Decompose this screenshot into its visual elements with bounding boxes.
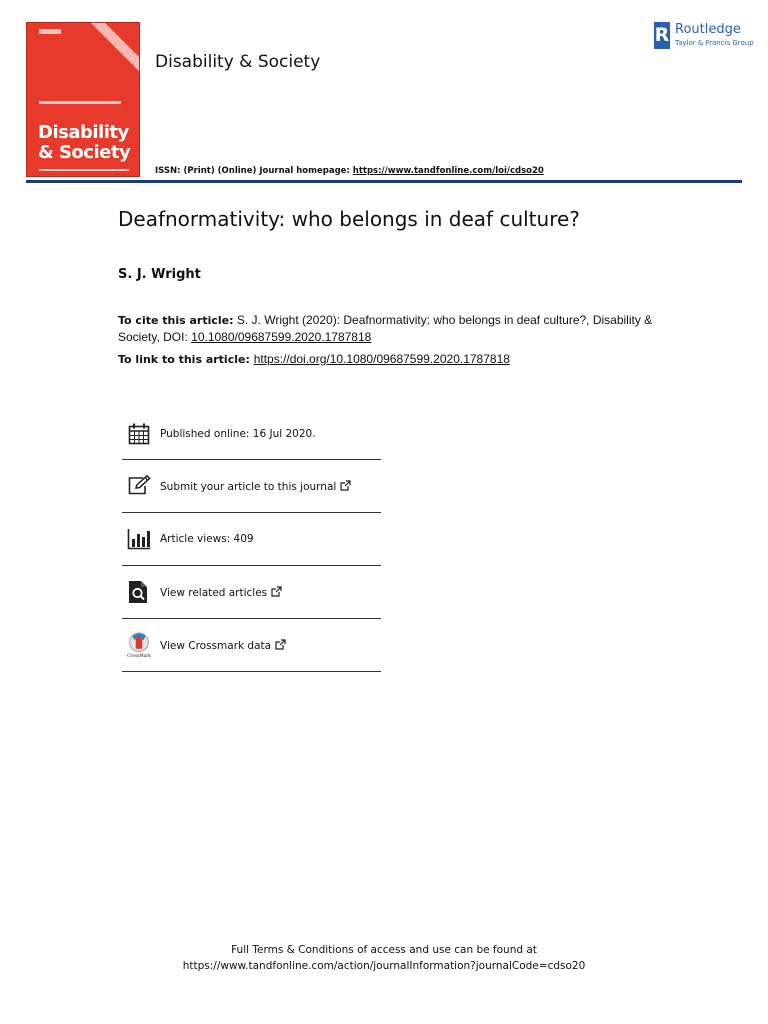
article-views-item [122, 513, 381, 566]
journal-cover [26, 22, 140, 177]
journal-homepage-link[interactable]: https://www.tandfonline.com/loi/cdso20 [352, 166, 544, 176]
submit-article-link[interactable] [160, 480, 351, 493]
document-search-icon [126, 579, 152, 605]
routledge-logo-icon: R [654, 22, 670, 49]
article-link-line [118, 352, 510, 366]
published-online-text: Published online: 16 Jul 2020. [160, 427, 316, 440]
citation-doi-link[interactable]: 10.1080/09687599.2020.1787818 [191, 330, 372, 344]
terms-footer-link[interactable]: https://www.tandfonline.com/action/journalInformation?journalCode=cdso20 [182, 960, 586, 972]
crossmark-text: View Crossmark data [160, 639, 272, 652]
issn-line [155, 166, 544, 176]
issn-label: ISSN: (Print) (Online) Journal homepage: [155, 166, 353, 176]
published-online-item [122, 408, 381, 460]
related-articles-link[interactable] [160, 586, 282, 599]
citation-text: S. J. Wright (2020): Deafnormativity: who belongs in deaf culture?, Disability & Society, DOI: [118, 313, 653, 344]
cover-title: Disability & Society [38, 122, 131, 163]
external-link-icon [340, 480, 351, 491]
article-title: Deafnormativity: who belongs in deaf culture? [118, 207, 580, 231]
article-doi-link[interactable]: https://doi.org/10.1080/09687599.2020.1787818 [253, 352, 510, 366]
edit-icon [126, 473, 152, 499]
related-articles-item[interactable] [122, 566, 381, 619]
terms-footer-line1: Full Terms & Conditions of access and use can be found at [231, 944, 537, 956]
calendar-icon [126, 421, 152, 447]
external-link-icon [275, 639, 286, 650]
cover-publisher-logo [39, 29, 61, 34]
publisher-name: Routledge [675, 22, 741, 37]
cover-volume-line [39, 101, 121, 104]
bar-chart-icon [126, 526, 152, 552]
submit-article-text: Submit your article to this journal [160, 480, 337, 493]
related-articles-text: View related articles [160, 586, 268, 599]
cover-ribbon [85, 22, 140, 74]
header-rule [26, 180, 742, 183]
citation-block [118, 312, 678, 345]
submit-article-item[interactable] [122, 460, 381, 513]
article-link-label: To link to this article: [118, 353, 254, 366]
article-views-text: Article views: 409 [160, 533, 254, 545]
citation-label: To cite this article: [118, 314, 234, 327]
article-author: S. J. Wright [118, 267, 201, 282]
crossmark-item[interactable] [122, 619, 381, 672]
publisher-subtitle: Taylor & Francis Group [675, 39, 754, 47]
cover-footer-line [39, 169, 129, 171]
terms-footer [0, 942, 768, 974]
crossmark-logo-text: CrossMark [127, 654, 151, 659]
article-links-list [122, 408, 381, 672]
journal-name: Disability & Society [155, 52, 321, 72]
external-link-icon [271, 586, 282, 597]
crossmark-icon [126, 632, 152, 658]
crossmark-link[interactable] [160, 639, 286, 652]
